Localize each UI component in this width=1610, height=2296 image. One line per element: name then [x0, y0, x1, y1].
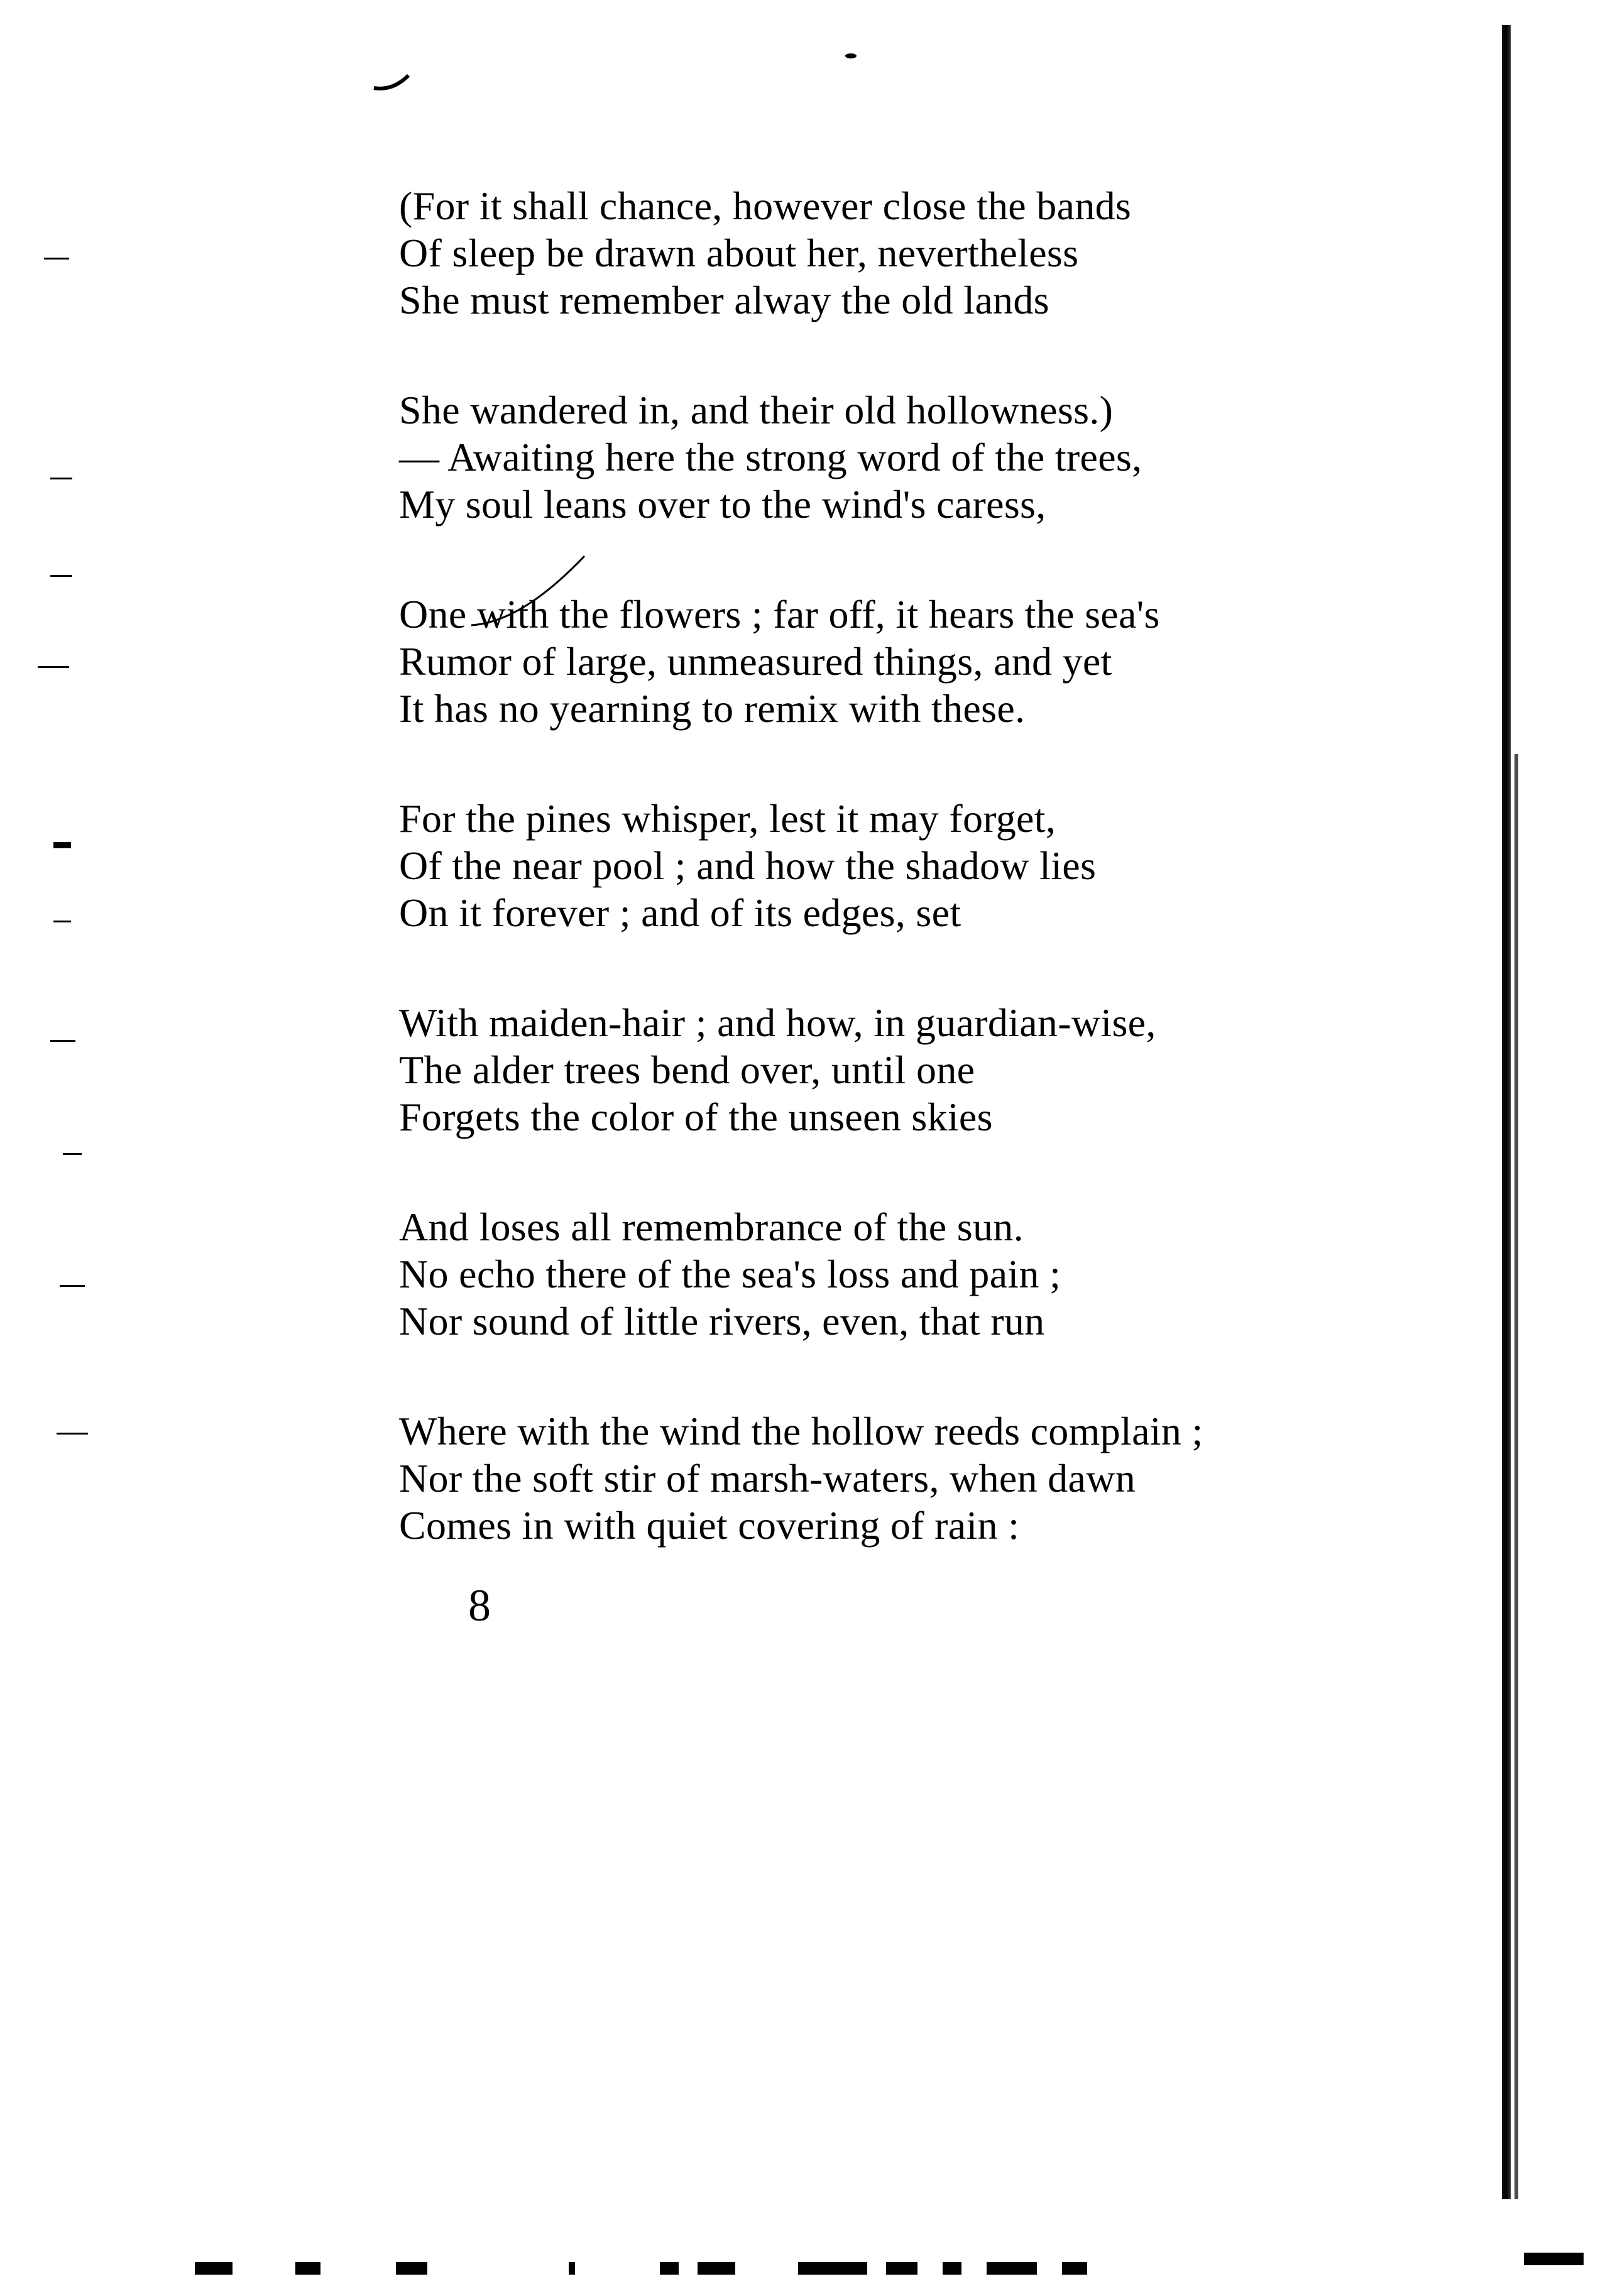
margin-mark — [53, 921, 71, 922]
poem-body — [399, 182, 1405, 1612]
poem-line: (For it shall chance, however close the bands — [399, 183, 1132, 228]
poem-line: — Awaiting here the strong word of the trees, — [399, 435, 1142, 479]
margin-mark — [53, 842, 71, 848]
scan-edge-mark — [569, 2262, 575, 2275]
scan-edge-mark — [1062, 2262, 1087, 2275]
scan-edge-mark — [698, 2262, 735, 2275]
stanza — [399, 1203, 1405, 1345]
stanza — [399, 795, 1405, 936]
margin-mark — [63, 1153, 82, 1155]
poem-line: And loses all remembrance of the sun. — [399, 1205, 1024, 1249]
poem-line: Where with the wind the hollow reeds complain ; — [399, 1409, 1203, 1453]
margin-mark — [50, 575, 72, 577]
poem-line: On it forever ; and of its edges, set — [399, 890, 961, 935]
margin-mark — [60, 1285, 85, 1287]
poem-line: One with the flowers ; far off, it hears the sea's — [399, 592, 1160, 637]
stanza — [399, 386, 1405, 528]
scan-edge-mark — [195, 2262, 233, 2275]
poem-line: Comes in with quiet covering of rain : — [399, 1503, 1020, 1548]
margin-mark — [50, 478, 72, 479]
scan-edge-mark — [295, 2262, 320, 2275]
poem-line: Nor sound of little rivers, even, that run — [399, 1299, 1045, 1343]
scan-edge-mark — [798, 2262, 867, 2275]
margin-mark — [50, 1040, 75, 1042]
poem-line: My soul leans over to the wind's caress, — [399, 482, 1046, 527]
poem-line: She wandered in, and their old hollowness.) — [399, 388, 1114, 432]
stanza — [399, 1408, 1405, 1549]
scan-edge-mark — [396, 2262, 427, 2275]
scan-edge-mark — [987, 2262, 1037, 2275]
margin-mark — [38, 666, 69, 668]
poem-line: Of the near pool ; and how the shadow lies — [399, 843, 1097, 888]
binding-shadow — [1502, 25, 1511, 2199]
scan-edge-mark — [886, 2262, 917, 2275]
binding-shadow-inner — [1514, 754, 1518, 2199]
poem-line: No echo there of the sea's loss and pain ; — [399, 1252, 1061, 1296]
poem-line: For the pines whisper, lest it may forget, — [399, 796, 1056, 841]
poem-line: The alder trees bend over, until one — [399, 1047, 975, 1092]
poem-line: Rumor of large, unmeasured things, and yet — [399, 639, 1112, 684]
stanza — [399, 182, 1405, 324]
scan-edge-mark — [1524, 2253, 1584, 2265]
scan-edge-mark — [660, 2262, 679, 2275]
poem-line: With maiden-hair ; and how, in guardian-wise, — [399, 1000, 1156, 1045]
stanza — [399, 999, 1405, 1140]
poem-line: Nor the soft stir of marsh-waters, when dawn — [399, 1456, 1136, 1501]
top-smudge-mark — [371, 63, 415, 94]
ink-speck — [845, 53, 857, 58]
page-number: 8 — [468, 1580, 491, 1631]
poem-line: Of sleep be drawn about her, nevertheless — [399, 231, 1079, 275]
margin-mark — [57, 1433, 88, 1435]
scan-edge-mark — [943, 2262, 961, 2275]
poem-line: It has no yearning to remix with these. — [399, 686, 1026, 731]
margin-mark — [44, 258, 69, 260]
pen-stroke-mark — [465, 553, 591, 641]
poem-line: Forgets the color of the unseen skies — [399, 1095, 993, 1139]
poem-line: She must remember alway the old lands — [399, 278, 1049, 322]
